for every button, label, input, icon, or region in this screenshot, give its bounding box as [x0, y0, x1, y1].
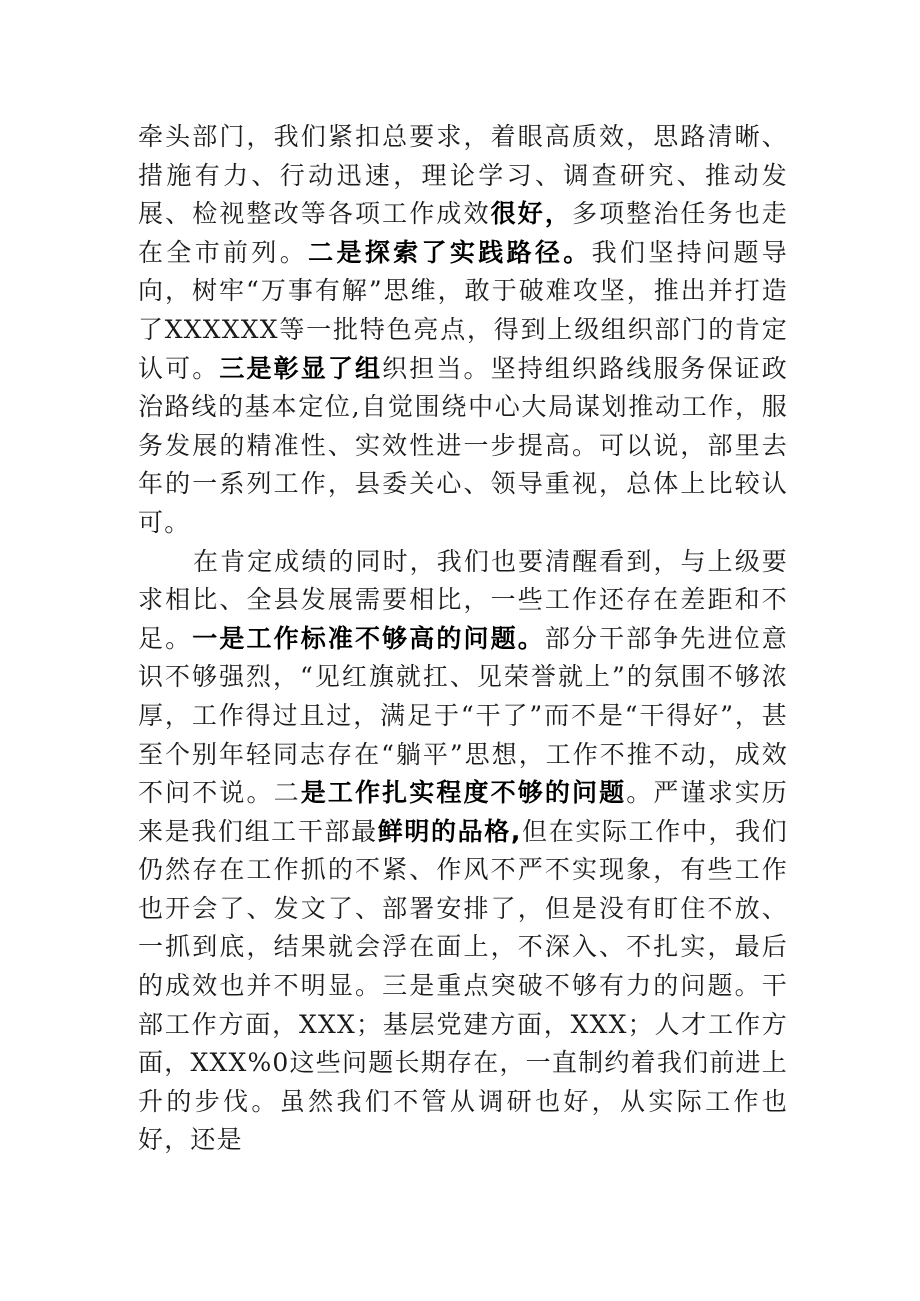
paragraph-1: [138, 118, 788, 543]
text-run: 我们坚持问题导向，树牢“万事有解”思维，敢于破难攻坚，推出并打造了XXXXXX等一批特色亮点，得到上级组织部门的肯定认可。: [138, 237, 788, 383]
text-run: 。严谨求实历来是我们组工干部最: [138, 778, 789, 846]
bold-text-run: 鲜明的品格,: [377, 816, 522, 846]
bold-text-run: 是工作扎实程度不够的问题: [300, 778, 627, 808]
text-run: 牵头部门，我们紧扣总要求，着眼高质效，思路清晰、措施有力、行动迅速，理论学习、调查研究、推动发展、检视整改等各项工作成效: [138, 122, 788, 229]
bold-text-run: 很好，: [490, 199, 572, 229]
text-run: 在肯定成绩的同时，我们也要清醒看到，与上级要求相比、全县发展需要相比，一些工作还存在差距和不足。: [138, 546, 788, 653]
bold-text-run: 二是探索了实践路径。: [308, 237, 592, 267]
text-run: 部分干部争先进位意识不够强烈，“见红旗就扛、见荣誉就上”的氛围不够浓厚，工作得过且过，满足于“干了”而不是“干得好”，甚至个别年轻同志存在“躺平”思想，工作不推不动，成效不问不说。二: [138, 623, 788, 808]
document-body: [138, 118, 788, 1160]
paragraph-2: [138, 543, 788, 1161]
text-run: 多项整治任务也走在全市前列。: [138, 199, 788, 267]
bold-text-run: 一是工作标准不够高的问题。: [192, 623, 545, 653]
bold-text-run: 三是彰显了组: [219, 353, 383, 383]
text-run: 织担当。坚持组织路线服务保证政治路线的基本定位,自觉围绕中心大局谋划推动工作，服务发展的精准性、实效性进一步提高。可以说，部里去年的一系列工作，县委关心、领导重视，总体上比较认可。: [138, 353, 788, 537]
text-run: 但在实际工作中，我们仍然存在工作抓的不紧、作风不严不实现象，有些工作也开会了、发文了、部署安排了，但是没有盯住不放、一抓到底，结果就会浮在面上，不深入、不扎实，最后的成效也并不明显。三是重点突破不够有力的问题。干部工作方面，XXX；基层党建方面，XXX；人才工作方面，XXX%0这些问题长期存在，一直制约着我们前进上升的步伐。虽然我们不管从调研也好，从实际工作也好，还是: [138, 816, 788, 1155]
